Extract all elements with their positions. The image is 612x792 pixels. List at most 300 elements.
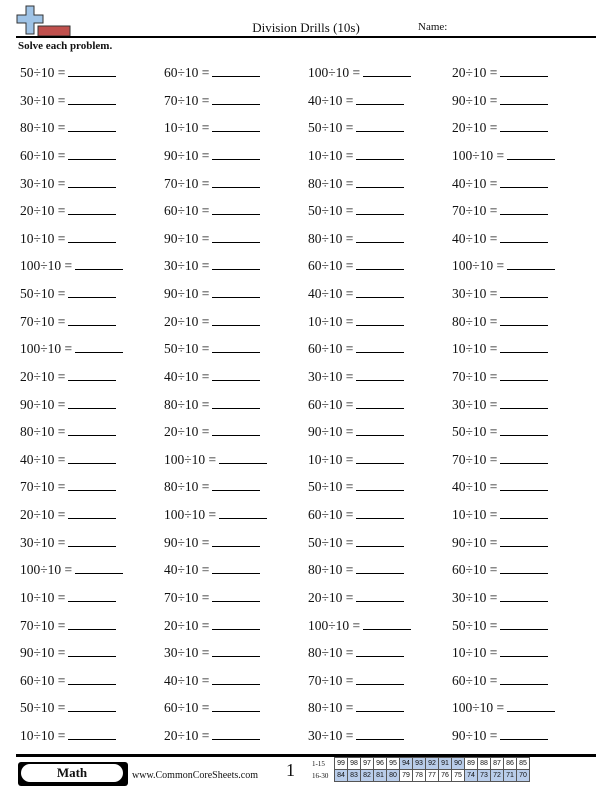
score-cell: 76 xyxy=(439,770,452,782)
answer-blank[interactable] xyxy=(500,449,548,464)
problem-item xyxy=(452,449,596,477)
answer-blank[interactable] xyxy=(212,255,260,270)
problem-item xyxy=(20,228,164,256)
problem-text: 10÷10 = xyxy=(20,589,66,605)
problem-item xyxy=(20,338,164,366)
problem-item xyxy=(164,559,308,587)
problem-item xyxy=(452,117,596,145)
problem-text: 50÷10 = xyxy=(308,203,354,219)
problem-item xyxy=(164,421,308,449)
problem-text: 100÷10 = xyxy=(308,65,361,80)
problem-text: 20÷10 = xyxy=(452,120,498,136)
problem-text: 90÷10 = xyxy=(164,534,210,550)
answer-blank[interactable] xyxy=(356,255,404,270)
problem-text: 30÷10 = xyxy=(20,92,66,108)
problem-text: 10÷10 = xyxy=(308,147,354,163)
footer xyxy=(16,754,596,786)
answer-blank[interactable] xyxy=(500,642,548,657)
score-key-row xyxy=(312,758,530,770)
problem-text: 80÷10 = xyxy=(452,313,498,329)
problem-item xyxy=(20,366,164,394)
answer-blank[interactable] xyxy=(500,421,548,436)
problem-item xyxy=(20,449,164,477)
answer-blank[interactable] xyxy=(500,200,548,215)
problem-text: 60÷10 = xyxy=(308,396,354,412)
problem-item xyxy=(164,725,308,753)
problem-item xyxy=(452,283,596,311)
answer-blank[interactable] xyxy=(500,311,548,326)
score-cell: 92 xyxy=(426,758,439,770)
score-cell: 95 xyxy=(387,758,400,770)
problem-item xyxy=(452,145,596,173)
problem-item xyxy=(308,421,452,449)
problem-text: 20÷10 = xyxy=(164,313,210,329)
problem-item xyxy=(20,311,164,339)
problem-text: 80÷10 = xyxy=(308,700,354,716)
problem-item xyxy=(308,449,452,477)
problem-text: 80÷10 = xyxy=(308,175,354,191)
problem-item xyxy=(452,255,596,283)
score-key-table xyxy=(312,757,530,782)
answer-blank[interactable] xyxy=(212,200,260,215)
answer-blank[interactable] xyxy=(500,504,548,519)
answer-blank[interactable] xyxy=(356,642,404,657)
problem-text: 70÷10 = xyxy=(20,617,66,633)
problem-text: 50÷10 = xyxy=(452,617,498,633)
score-cell: 83 xyxy=(348,770,361,782)
problem-item xyxy=(164,697,308,725)
problem-item xyxy=(308,504,452,532)
problem-text: 30÷10 = xyxy=(164,645,210,661)
answer-blank[interactable] xyxy=(500,173,548,188)
problem-item xyxy=(20,62,164,90)
answer-blank[interactable] xyxy=(363,62,411,77)
problem-item xyxy=(20,504,164,532)
answer-blank[interactable] xyxy=(356,587,404,602)
problem-text: 100÷10 = xyxy=(20,258,73,274)
problem-item xyxy=(452,200,596,228)
problem-item xyxy=(308,615,452,643)
problem-item xyxy=(20,615,164,643)
problem-text: 20÷10 = xyxy=(20,368,66,384)
answer-blank[interactable] xyxy=(356,476,404,491)
answer-blank[interactable] xyxy=(356,90,404,105)
answer-blank[interactable] xyxy=(212,697,260,712)
answer-blank[interactable] xyxy=(212,311,260,326)
problem-text: 50÷10 = xyxy=(20,700,66,716)
answer-blank[interactable] xyxy=(356,421,404,436)
answer-blank[interactable] xyxy=(212,532,260,547)
problem-text: 100÷10 = xyxy=(308,617,361,633)
answer-blank[interactable] xyxy=(500,117,548,132)
problem-text: 10÷10 = xyxy=(308,313,354,329)
instructions: Solve each problem. xyxy=(18,40,113,52)
problem-item xyxy=(164,394,308,422)
problem-item xyxy=(308,670,452,698)
problem-item xyxy=(20,642,164,670)
answer-blank[interactable] xyxy=(500,615,548,630)
answer-blank[interactable] xyxy=(500,725,548,740)
score-cell: 90 xyxy=(452,758,465,770)
answer-blank[interactable] xyxy=(356,532,404,547)
answer-blank[interactable] xyxy=(68,642,116,657)
answer-blank[interactable] xyxy=(219,504,267,519)
score-cell: 81 xyxy=(374,770,387,782)
problem-text: 40÷10 = xyxy=(452,479,498,495)
problem-item xyxy=(308,255,452,283)
problem-text: 30÷10 = xyxy=(20,175,66,191)
score-range-label: 16-30 xyxy=(312,771,329,780)
problem-item xyxy=(308,117,452,145)
problem-item xyxy=(20,587,164,615)
answer-blank[interactable] xyxy=(68,504,116,519)
answer-blank[interactable] xyxy=(212,476,260,491)
answer-blank[interactable] xyxy=(212,145,260,160)
problem-text: 90÷10 = xyxy=(20,396,66,412)
problem-text: 30÷10 = xyxy=(308,368,354,384)
answer-blank[interactable] xyxy=(68,90,116,105)
answer-blank[interactable] xyxy=(68,145,116,160)
problem-item xyxy=(308,394,452,422)
problem-text: 20÷10 = xyxy=(164,728,210,743)
problem-item xyxy=(308,311,452,339)
answer-blank[interactable] xyxy=(212,338,260,353)
answer-blank[interactable] xyxy=(500,476,548,491)
problem-text: 90÷10 = xyxy=(452,92,498,108)
problem-text: 60÷10 = xyxy=(452,562,498,578)
score-cell: 93 xyxy=(413,758,426,770)
problem-text: 70÷10 = xyxy=(452,368,498,384)
answer-blank[interactable] xyxy=(356,228,404,243)
problem-text: 30÷10 = xyxy=(20,534,66,550)
answer-blank[interactable] xyxy=(75,255,123,270)
answer-blank[interactable] xyxy=(68,117,116,132)
problem-item xyxy=(452,587,596,615)
answer-blank[interactable] xyxy=(356,449,404,464)
answer-blank[interactable] xyxy=(212,587,260,602)
problem-item xyxy=(308,559,452,587)
problem-text: 10÷10 = xyxy=(308,451,354,467)
problem-text: 60÷10 = xyxy=(452,672,498,688)
answer-blank[interactable] xyxy=(507,145,555,160)
problem-grid xyxy=(20,62,600,753)
score-cell: 89 xyxy=(465,758,478,770)
problem-item xyxy=(308,532,452,560)
answer-blank[interactable] xyxy=(212,283,260,298)
answer-blank[interactable] xyxy=(68,366,116,381)
problem-text: 50÷10 = xyxy=(20,286,66,301)
answer-blank[interactable] xyxy=(68,697,116,712)
answer-blank[interactable] xyxy=(500,587,548,602)
score-cell: 79 xyxy=(400,770,413,782)
problem-text: 90÷10 = xyxy=(452,728,498,743)
answer-blank[interactable] xyxy=(68,670,116,685)
answer-blank[interactable] xyxy=(68,311,116,326)
score-cell: 71 xyxy=(504,770,517,782)
problem-item xyxy=(20,200,164,228)
answer-blank[interactable] xyxy=(356,697,404,712)
answer-blank[interactable] xyxy=(356,366,404,381)
problem-text: 10÷10 = xyxy=(452,341,498,357)
problem-item xyxy=(164,338,308,366)
answer-blank[interactable] xyxy=(212,62,260,77)
score-cell: 94 xyxy=(400,758,413,770)
problem-item xyxy=(452,670,596,698)
problem-item xyxy=(20,394,164,422)
problem-text: 70÷10 = xyxy=(164,175,210,191)
problem-item xyxy=(452,62,596,90)
problem-item xyxy=(164,173,308,201)
answer-blank[interactable] xyxy=(212,90,260,105)
problem-item xyxy=(164,311,308,339)
problem-text: 10÷10 = xyxy=(20,728,66,743)
answer-blank[interactable] xyxy=(500,283,548,298)
problem-text: 40÷10 = xyxy=(308,92,354,108)
header-divider xyxy=(16,36,596,38)
problem-item xyxy=(452,394,596,422)
answer-blank[interactable] xyxy=(507,697,555,712)
site-url: www.CommonCoreSheets.com xyxy=(132,770,259,781)
problem-item xyxy=(20,559,164,587)
score-cell: 73 xyxy=(478,770,491,782)
answer-blank[interactable] xyxy=(212,228,260,243)
problem-item xyxy=(452,173,596,201)
problem-text: 70÷10 = xyxy=(452,203,498,219)
answer-blank[interactable] xyxy=(500,228,548,243)
problem-text: 100÷10 = xyxy=(20,562,73,578)
score-cell: 84 xyxy=(335,770,348,782)
problem-item xyxy=(164,117,308,145)
answer-blank[interactable] xyxy=(356,725,404,740)
problem-text: 100÷10 = xyxy=(20,341,73,357)
answer-blank[interactable] xyxy=(212,394,260,409)
score-cell: 82 xyxy=(361,770,374,782)
score-cell: 91 xyxy=(439,758,452,770)
problem-item xyxy=(452,697,596,725)
answer-blank[interactable] xyxy=(212,725,260,740)
problem-text: 30÷10 = xyxy=(452,589,498,605)
problem-item xyxy=(308,145,452,173)
problem-text: 80÷10 = xyxy=(164,479,210,495)
problem-item xyxy=(308,725,452,753)
problem-text: 100÷10 = xyxy=(164,451,217,467)
answer-blank[interactable] xyxy=(500,532,548,547)
problem-text: 90÷10 = xyxy=(164,147,210,163)
problem-item xyxy=(308,173,452,201)
problem-text: 40÷10 = xyxy=(164,672,210,688)
problem-item xyxy=(164,476,308,504)
answer-blank[interactable] xyxy=(68,587,116,602)
answer-blank[interactable] xyxy=(212,117,260,132)
problem-item xyxy=(20,283,164,311)
answer-blank[interactable] xyxy=(68,394,116,409)
answer-blank[interactable] xyxy=(68,449,116,464)
answer-blank[interactable] xyxy=(68,421,116,436)
brand-badge xyxy=(18,762,128,786)
problem-item xyxy=(308,642,452,670)
problem-text: 90÷10 = xyxy=(452,534,498,550)
score-cell: 74 xyxy=(465,770,478,782)
problem-text: 20÷10 = xyxy=(20,507,66,522)
answer-blank[interactable] xyxy=(212,366,260,381)
answer-blank[interactable] xyxy=(356,283,404,298)
answer-blank[interactable] xyxy=(356,504,404,519)
problem-item xyxy=(308,338,452,366)
problem-text: 40÷10 = xyxy=(164,368,210,384)
problem-text: 70÷10 = xyxy=(20,313,66,329)
problem-item xyxy=(164,449,308,477)
problem-item xyxy=(452,725,596,753)
problem-text: 20÷10 = xyxy=(452,65,498,80)
problem-text: 60÷10 = xyxy=(308,341,354,357)
problem-item xyxy=(20,532,164,560)
problem-text: 20÷10 = xyxy=(308,589,354,605)
problem-item xyxy=(308,366,452,394)
problem-item xyxy=(452,421,596,449)
answer-blank[interactable] xyxy=(500,338,548,353)
answer-blank[interactable] xyxy=(212,559,260,574)
name-label: Name: xyxy=(418,21,448,33)
problem-item xyxy=(452,615,596,643)
problem-text: 100÷10 = xyxy=(452,147,505,163)
problem-item xyxy=(164,532,308,560)
problem-item xyxy=(308,476,452,504)
answer-blank[interactable] xyxy=(212,615,260,630)
answer-blank[interactable] xyxy=(75,559,123,574)
answer-blank[interactable] xyxy=(68,476,116,491)
problem-text: 10÷10 = xyxy=(164,120,210,136)
answer-blank[interactable] xyxy=(500,366,548,381)
problem-text: 30÷10 = xyxy=(164,258,210,274)
problem-text: 80÷10 = xyxy=(308,645,354,661)
problem-item xyxy=(164,587,308,615)
problem-item xyxy=(164,283,308,311)
page-number: 1 xyxy=(286,760,295,780)
page-title: Division Drills (10s) xyxy=(252,20,360,35)
score-cell: 75 xyxy=(452,770,465,782)
problem-item xyxy=(20,421,164,449)
problem-text: 30÷10 = xyxy=(452,396,498,412)
score-cell: 88 xyxy=(478,758,491,770)
problem-item xyxy=(20,173,164,201)
answer-blank[interactable] xyxy=(68,283,116,298)
answer-blank[interactable] xyxy=(68,615,116,630)
problem-text: 10÷10 = xyxy=(452,507,498,522)
answer-blank[interactable] xyxy=(68,532,116,547)
score-cell: 96 xyxy=(374,758,387,770)
problem-text: 40÷10 = xyxy=(20,451,66,467)
problem-item xyxy=(452,642,596,670)
score-cell: 99 xyxy=(335,758,348,770)
answer-blank[interactable] xyxy=(500,90,548,105)
answer-blank[interactable] xyxy=(219,449,267,464)
score-cell: 78 xyxy=(413,770,426,782)
answer-blank[interactable] xyxy=(68,62,116,77)
problem-text: 10÷10 = xyxy=(452,645,498,661)
answer-blank[interactable] xyxy=(68,200,116,215)
problem-item xyxy=(164,255,308,283)
problem-text: 70÷10 = xyxy=(164,589,210,605)
answer-blank[interactable] xyxy=(500,670,548,685)
score-key-row xyxy=(312,770,530,782)
problem-text: 40÷10 = xyxy=(452,230,498,246)
answer-blank[interactable] xyxy=(356,117,404,132)
problem-item xyxy=(164,504,308,532)
answer-blank[interactable] xyxy=(500,394,548,409)
problem-item xyxy=(164,615,308,643)
problem-text: 30÷10 = xyxy=(308,728,354,743)
answer-blank[interactable] xyxy=(356,200,404,215)
problem-item xyxy=(20,697,164,725)
problem-item xyxy=(308,90,452,118)
problem-text: 30÷10 = xyxy=(452,286,498,301)
problem-item xyxy=(20,145,164,173)
problem-item xyxy=(308,62,452,90)
answer-blank[interactable] xyxy=(356,311,404,326)
problem-item xyxy=(308,283,452,311)
answer-blank[interactable] xyxy=(356,173,404,188)
answer-blank[interactable] xyxy=(212,173,260,188)
problem-text: 10÷10 = xyxy=(20,230,66,246)
problem-text: 40÷10 = xyxy=(308,286,354,301)
problem-item xyxy=(20,117,164,145)
problem-text: 70÷10 = xyxy=(164,92,210,108)
problem-item xyxy=(164,145,308,173)
answer-blank[interactable] xyxy=(68,173,116,188)
problem-item xyxy=(20,476,164,504)
problem-text: 100÷10 = xyxy=(164,507,217,522)
answer-blank[interactable] xyxy=(75,338,123,353)
answer-blank[interactable] xyxy=(356,145,404,160)
answer-blank[interactable] xyxy=(356,670,404,685)
problem-text: 80÷10 = xyxy=(20,120,66,136)
answer-blank[interactable] xyxy=(212,642,260,657)
score-cell: 80 xyxy=(387,770,400,782)
answer-blank[interactable] xyxy=(212,670,260,685)
answer-blank[interactable] xyxy=(356,559,404,574)
answer-blank[interactable] xyxy=(507,255,555,270)
problem-text: 60÷10 = xyxy=(20,672,66,688)
problem-text: 50÷10 = xyxy=(164,341,210,357)
problem-text: 100÷10 = xyxy=(452,258,505,274)
answer-blank[interactable] xyxy=(68,725,116,740)
score-cell: 70 xyxy=(517,770,530,782)
answer-blank[interactable] xyxy=(356,338,404,353)
problem-item xyxy=(164,228,308,256)
answer-blank[interactable] xyxy=(212,421,260,436)
problem-item xyxy=(164,90,308,118)
answer-blank[interactable] xyxy=(500,559,548,574)
problem-item xyxy=(452,504,596,532)
problem-text: 60÷10 = xyxy=(308,507,354,522)
problem-text: 90÷10 = xyxy=(164,286,210,301)
problem-item xyxy=(20,255,164,283)
answer-blank[interactable] xyxy=(363,615,411,630)
answer-blank[interactable] xyxy=(68,228,116,243)
problem-item xyxy=(164,642,308,670)
answer-blank[interactable] xyxy=(356,394,404,409)
brand-label: Math xyxy=(21,764,123,782)
problem-item xyxy=(452,311,596,339)
problem-text: 90÷10 = xyxy=(308,424,354,440)
problem-text: 40÷10 = xyxy=(164,562,210,578)
problem-item xyxy=(308,200,452,228)
answer-blank[interactable] xyxy=(500,62,548,77)
problem-text: 90÷10 = xyxy=(164,230,210,246)
problem-text: 70÷10 = xyxy=(20,479,66,495)
score-range-label: 1-15 xyxy=(312,759,325,768)
problem-text: 50÷10 = xyxy=(308,479,354,495)
